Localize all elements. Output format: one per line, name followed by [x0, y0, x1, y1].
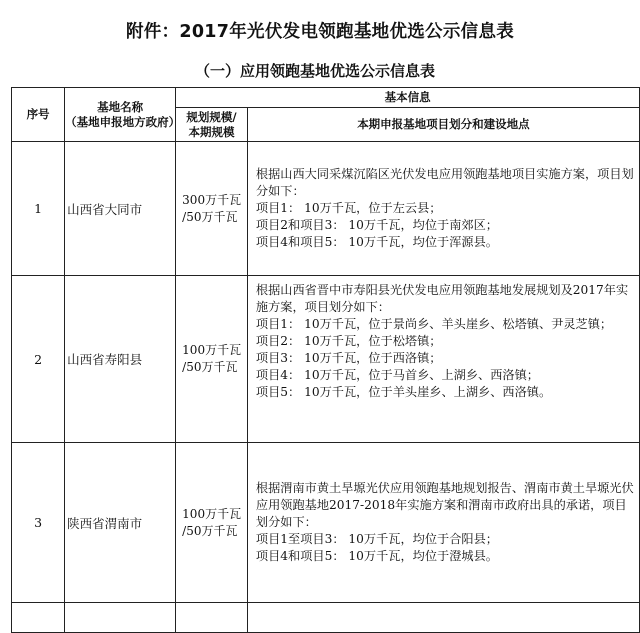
plan-intro: 根据渭南市黄土旱塬光伏应用领跑基地规划报告、渭南市黄土旱塬光伏应用领跑基地2017-2018年实施方案和渭南市政府出具的承诺，项目划分如下：	[255, 481, 634, 529]
row-seq: 3	[12, 443, 65, 603]
scale-current: /50万千瓦	[182, 523, 238, 538]
plan-item: 项目1至项目3： 10万千瓦，均位于合阳县；	[255, 532, 498, 546]
row-base-name: 陕西省渭南市	[65, 443, 176, 603]
table-row	[12, 276, 640, 443]
plan-item: 项目3： 10万千瓦，位于西洛镇；	[255, 351, 442, 365]
header-basic-info: 基本信息	[176, 88, 640, 108]
plan-item: 项目1： 10万千瓦，位于景尚乡、羊头崖乡、松塔镇、尹灵芝镇；	[255, 317, 613, 331]
plan-item: 项目1： 10万千瓦，位于左云县；	[255, 201, 442, 215]
scale-current: /50万千瓦	[182, 360, 238, 374]
header-scale: 规划规模/ 本期规模	[176, 108, 248, 142]
row-seq: 2	[12, 276, 65, 443]
row-plan	[247, 142, 639, 276]
plan-item: 项目4和项目5： 10万千瓦，均位于浑源县。	[255, 235, 498, 249]
plan-item: 项目2和项目3： 10万千瓦，均位于南郊区；	[255, 218, 498, 232]
scale-planned: 100万千瓦	[182, 506, 242, 521]
info-table	[11, 87, 640, 633]
page-title: 附件：2017年光伏发电领跑基地优选公示信息表	[125, 22, 515, 42]
scale-planned: 300万千瓦	[182, 192, 242, 207]
row-seq: 1	[12, 142, 65, 276]
section-subtitle: （一）应用领跑基地优选公示信息表	[194, 62, 435, 80]
plan-intro: 根据山西省晋中市寿阳县光伏发电应用领跑基地发展规划及2017年实施方案，项目划分如下：	[255, 283, 629, 314]
header-base-name: 基地名称 （基地申报地方政府）	[65, 88, 176, 142]
row-base-name: 山西省寿阳县	[65, 276, 176, 443]
plan-item: 项目4和项目5： 10万千瓦，均位于澄城县。	[255, 549, 498, 563]
row-plan	[247, 276, 639, 443]
header-row-top	[12, 88, 640, 108]
row-base-name: 山西省大同市	[65, 142, 176, 276]
scale-planned: 100万千瓦	[182, 343, 242, 357]
plan-item: 项目4： 10万千瓦，位于马首乡、上湖乡、西洛镇；	[255, 368, 539, 382]
header-seq: 序号	[12, 88, 65, 142]
row-scale	[176, 142, 248, 276]
row-scale	[176, 276, 248, 443]
plan-item: 项目5： 10万千瓦，位于羊头崖乡、上湖乡、西洛镇。	[255, 385, 552, 399]
row-plan	[247, 443, 639, 603]
header-plan: 本期申报基地项目划分和建设地点	[247, 108, 639, 142]
table-row	[12, 142, 640, 276]
table-row	[12, 443, 640, 603]
plan-item: 项目2： 10万千瓦，位于松塔镇；	[255, 334, 442, 348]
row-scale	[176, 443, 248, 603]
scale-current: /50万千瓦	[182, 209, 238, 224]
plan-intro: 根据山西大同采煤沉陷区光伏发电应用领跑基地项目实施方案，项目划分如下：	[255, 167, 634, 198]
